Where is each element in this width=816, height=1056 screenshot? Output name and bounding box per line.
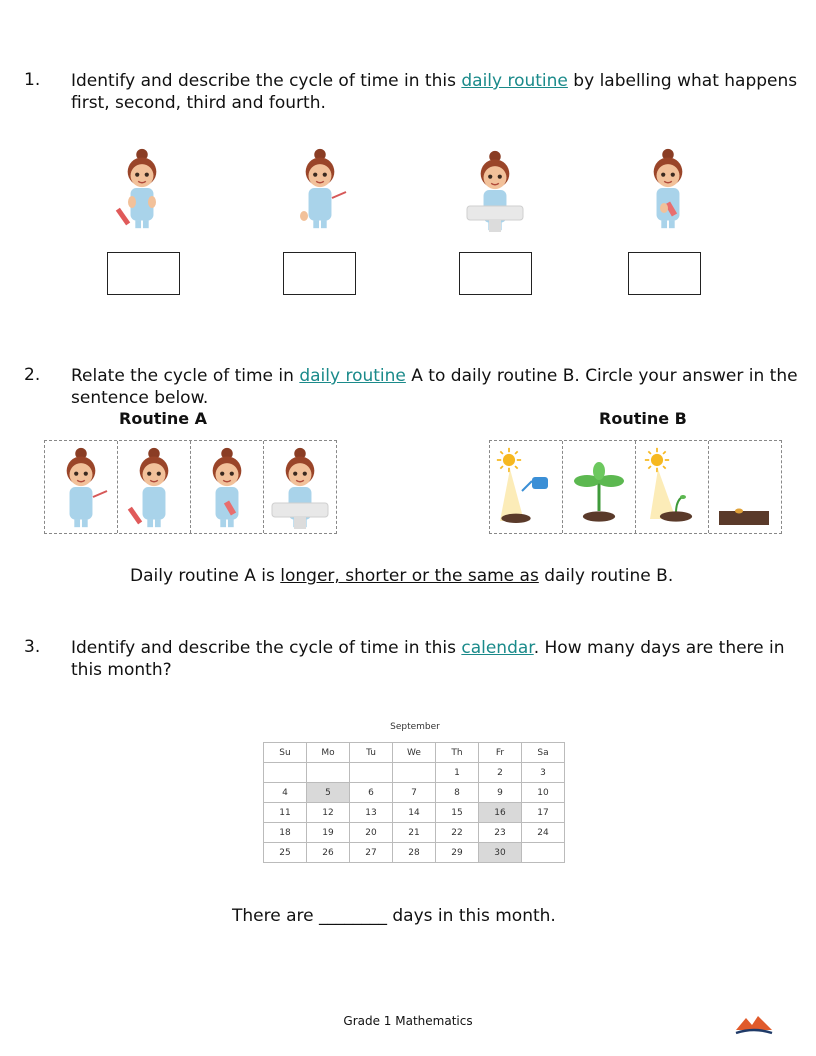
routine-a-strip [44, 440, 337, 534]
answer-box-3[interactable] [459, 252, 532, 295]
sun-watering-pot-image [490, 441, 562, 533]
routine-b-cell-2 [563, 441, 636, 533]
calendar-day-cell: 21 [393, 823, 436, 843]
girl-holding-toothbrush-image [45, 441, 117, 533]
calendar-day-header: We [393, 743, 436, 763]
calendar-day-cell: 4 [264, 783, 307, 803]
calendar-day-cell: 8 [436, 783, 479, 803]
footer-text: Grade 1 Mathematics [343, 1014, 473, 1028]
calendar-day-cell [350, 763, 393, 783]
daily-routine-link-2[interactable]: daily routine [299, 366, 406, 386]
calendar-day-cell: 27 [350, 843, 393, 863]
calendar-day-header: Tu [350, 743, 393, 763]
calendar-day-cell: 26 [307, 843, 350, 863]
calendar-day-cell: 11 [264, 803, 307, 823]
calendar-day-header: Th [436, 743, 479, 763]
seedling-image [563, 441, 635, 533]
routine-a-title: Routine A [119, 409, 208, 428]
calendar-day-cell: 16 [479, 803, 522, 823]
question-2-text-before: Relate the cycle of time in [71, 366, 300, 386]
calendar-week-row [264, 843, 565, 863]
mountain-logo-icon [734, 1012, 774, 1038]
question-1-number: 1. [24, 70, 41, 90]
girl-brushing-teeth-image [112, 146, 172, 232]
calendar-day-cell: 28 [393, 843, 436, 863]
calendar-link[interactable]: calendar [461, 638, 534, 658]
routine-b-cell-3 [636, 441, 709, 533]
days-answer-sentence: There are ________ days in this month. [232, 906, 556, 926]
answer-box-1[interactable] [107, 252, 180, 295]
calendar-day-cell: 25 [264, 843, 307, 863]
question-2-text [71, 365, 801, 409]
routine-comparison-sentence [130, 566, 673, 586]
calendar-day-cell [522, 843, 565, 863]
question-2-number: 2. [24, 365, 41, 385]
routine-a-cell-4 [264, 441, 336, 533]
girl-applying-toothpaste-image [638, 146, 698, 232]
calendar-day-cell: 10 [522, 783, 565, 803]
calendar-day-cell: 19 [307, 823, 350, 843]
question-3-text-after: . How many days are there in this month? [71, 638, 785, 680]
calendar-day-cell: 17 [522, 803, 565, 823]
calendar-day-cell: 24 [522, 823, 565, 843]
answer-options[interactable]: longer, shorter or the same as [280, 566, 539, 586]
calendar-day-cell: 18 [264, 823, 307, 843]
seed-in-soil-image [709, 441, 781, 533]
calendar-day-cell: 30 [479, 843, 522, 863]
calendar-day-cell: 12 [307, 803, 350, 823]
calendar-day-cell: 6 [350, 783, 393, 803]
calendar-grid [263, 742, 565, 863]
calendar-day-header: Su [264, 743, 307, 763]
calendar-day-cell: 15 [436, 803, 479, 823]
calendar-day-cell: 9 [479, 783, 522, 803]
calendar-week-row [264, 803, 565, 823]
sentence-before: Daily routine A is [130, 566, 281, 586]
calendar-day-cell: 23 [479, 823, 522, 843]
calendar-week-row [264, 783, 565, 803]
question-3-number: 3. [24, 637, 41, 657]
calendar-day-cell: 13 [350, 803, 393, 823]
question-1-text-after: by labelling what happens first, second, third and fourth. [71, 71, 798, 113]
calendar-day-cell: 5 [307, 783, 350, 803]
girl-brushing-teeth-image [118, 441, 190, 533]
girl-at-sink-image [465, 148, 525, 234]
routine-a-cell-2 [118, 441, 191, 533]
calendar-day-cell [307, 763, 350, 783]
question-3-text [71, 637, 801, 681]
calendar-day-cell: 22 [436, 823, 479, 843]
question-2-text-after: A to daily routine B. Circle your answer in the sentence below. [71, 366, 798, 408]
routine-b-cell-4 [709, 441, 781, 533]
girl-holding-toothbrush-image [290, 146, 350, 232]
calendar-day-header: Fr [479, 743, 522, 763]
question-1-text-before: Identify and describe the cycle of time in this [71, 71, 462, 91]
answer-box-4[interactable] [628, 252, 701, 295]
girl-applying-toothpaste-image [191, 441, 263, 533]
calendar-day-cell [264, 763, 307, 783]
calendar-day-header: Sa [522, 743, 565, 763]
sentence-after: daily routine B. [538, 566, 674, 586]
routine-b-cell-1 [490, 441, 563, 533]
girl-at-sink-image [264, 441, 336, 533]
answer-box-2[interactable] [283, 252, 356, 295]
calendar-day-header: Mo [307, 743, 350, 763]
daily-routine-link[interactable]: daily routine [461, 71, 568, 91]
routine-a-cell-3 [191, 441, 264, 533]
routine-a-cell-1 [45, 441, 118, 533]
calendar-day-cell: 1 [436, 763, 479, 783]
calendar-day-cell: 2 [479, 763, 522, 783]
calendar-day-cell: 20 [350, 823, 393, 843]
calendar-day-cell: 7 [393, 783, 436, 803]
calendar-header-row [264, 743, 565, 763]
calendar-day-cell: 29 [436, 843, 479, 863]
calendar-day-cell: 14 [393, 803, 436, 823]
calendar-day-cell: 3 [522, 763, 565, 783]
calendar [263, 722, 567, 863]
calendar-day-cell [393, 763, 436, 783]
question-3-text-before: Identify and describe the cycle of time in this [71, 638, 462, 658]
calendar-week-row [264, 823, 565, 843]
routine-b-strip [489, 440, 782, 534]
question-1-text [71, 70, 801, 114]
calendar-month-title: September [390, 722, 440, 732]
routine-b-title: Routine B [599, 409, 687, 428]
calendar-week-row [264, 763, 565, 783]
sun-sprout-image [636, 441, 708, 533]
